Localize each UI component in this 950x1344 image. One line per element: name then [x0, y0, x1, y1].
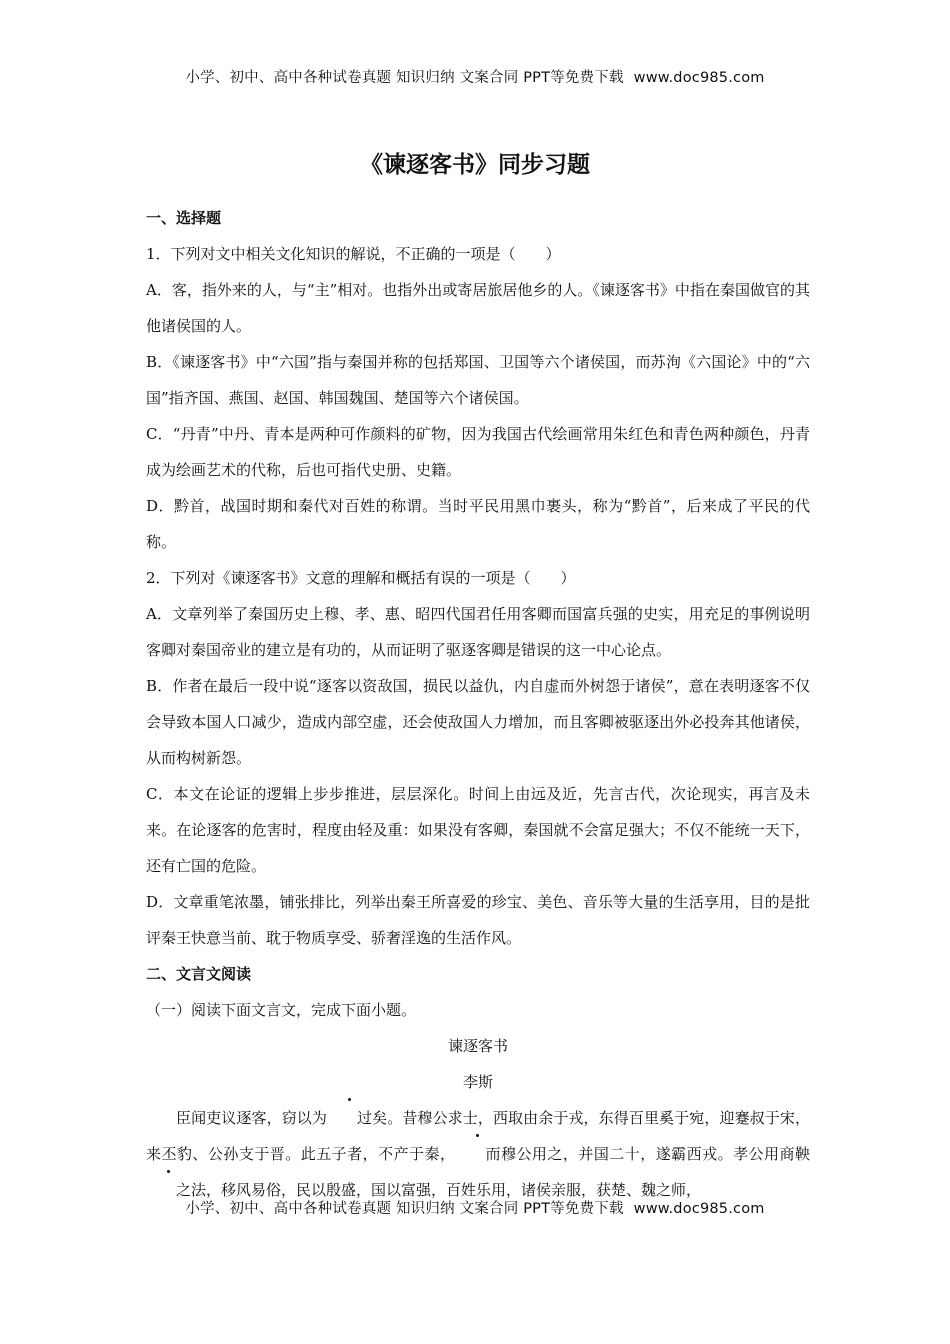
question-2-option-c: C．本文在论证的逻辑上步步推进，层层深化。时间上由远及近，先言古代，次论现实，再言及未来。在论逐客的危害时，程度由轻及重：如果没有客卿，秦国就不会富足强大；不仅不能统一天下，还有亡国的危险。 [146, 785, 810, 875]
emphasis-dot-char-1: 过 [327, 1100, 372, 1136]
passage-text-4: 法，移风易俗，民以殷盛，国以富强，百姓乐用，诸侯亲服，获楚、魏之师， [191, 1181, 702, 1199]
question-1-stem: 1．下列对文中相关文化知识的解说，不正确的一项是（ ） [146, 245, 561, 263]
passage-title: 谏逐客书 [447, 1037, 508, 1055]
question-1-option-b: B．《谏逐客书》中“六国”指与秦国并称的包括郑国、卫国等六个诸侯国，而苏洵《六国论》中的“六国”指齐国、燕国、赵国、韩国魏国、楚国等六个诸侯国。 [146, 353, 810, 407]
question-2-option-d: D．文章重笔浓墨，铺张排比，列举出秦王所喜爱的珍宝、美色、音乐等大量的生活享用，目的是批评秦王快意当前、耽于物质享受、骄奢淫逸的生活作风。 [146, 893, 810, 947]
section-heading-reading: 二、文言文阅读 [146, 965, 252, 983]
page-footer [0, 1197, 950, 1218]
passage-text-3: 穆公用之，并国二十，遂霸西戎。孝公用商鞅 [500, 1145, 810, 1163]
passage-text-2: 矣。昔穆公求士，西取由余于戎，东得百里奚于宛，迎蹇叔于宋，来丕豹、公孙支于晋。此五子者，不产于秦， [146, 1109, 810, 1163]
header-site-link[interactable]: www.doc985.com [633, 70, 765, 86]
section-heading-choice: 一、选择题 [146, 209, 222, 227]
question-2-option-a: A．文章列举了秦国历史上穆、孝、惠、昭四代国君任用客卿而国富兵强的史实，用充足的事例说明客卿对秦国帝业的建立是有功的，从而证明了驱逐客卿是错误的这一中心论点。 [146, 605, 810, 659]
header-text: 小学、初中、高中各种试卷真题 知识归纳 文案合同 PPT等免费下载 [185, 70, 624, 86]
page-title: 《谏逐客书》同步习题 [360, 152, 590, 178]
question-1-option-d: D．黔首，战国时期和秦代对百姓的称谓。当时平民用黑巾裹头，称为“黔首”，后来成了平民的代称。 [146, 497, 810, 551]
question-2-option-b: B．作者在最后一段中说“逐客以资敌国，损民以益仇，内自虚而外树怨于诸侯”，意在表明逐客不仅会导致本国人口减少，造成内部空虚，还会使敌国人力增加，而且客卿被驱逐出外必投奔其他诸侯，从而构树新怨。 [146, 677, 810, 767]
question-2-stem: 2．下列对《谏逐客书》文意的理解和概括有误的一项是（ ） [146, 569, 576, 587]
emphasis-dot-char-3: 之 [146, 1172, 191, 1208]
question-1-option-c: C．“丹青”中丹、青本是两种可作颜料的矿物，因为我国古代绘画常用朱红色和青色两种颜色，丹青成为绘画艺术的代称，后也可指代史册、史籍。 [146, 425, 810, 479]
page-header [0, 66, 950, 87]
passage-text-1: 臣闻吏议逐客，窃以为 [176, 1109, 328, 1127]
footer-text: 小学、初中、高中各种试卷真题 知识归纳 文案合同 PPT等免费下载 [185, 1201, 624, 1217]
passage-author: 李斯 [462, 1073, 493, 1091]
footer-site-link[interactable]: www.doc985.com [633, 1201, 765, 1217]
document-body [146, 200, 810, 1208]
question-1-option-a: A．客，指外来的人，与“主”相对。也指外出或寄居旅居他乡的人。《谏逐客书》中指在秦国做官的其他诸侯国的人。 [146, 281, 810, 335]
emphasis-dot-char-2: 而 [455, 1136, 500, 1172]
reading-intro: （一）阅读下面文言文，完成下面小题。 [146, 1001, 417, 1019]
passage-paragraph [146, 1100, 810, 1208]
